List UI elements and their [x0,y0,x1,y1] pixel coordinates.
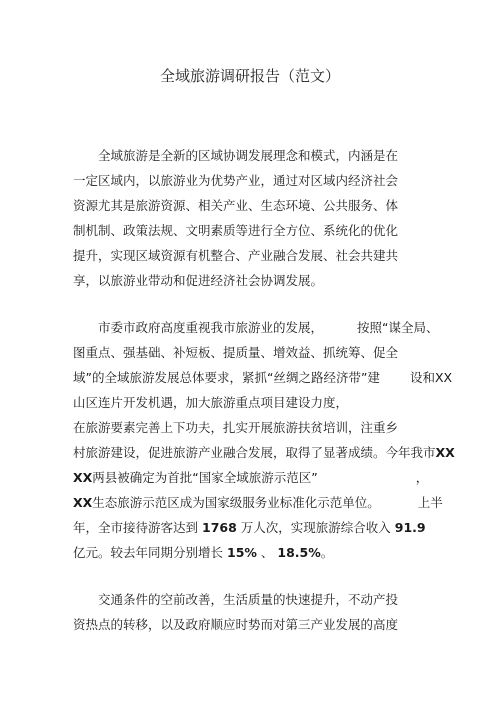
paragraph2-line-3-text-b: 设和XX [409,370,453,385]
paragraph2-line-10-text-d: 18.5% [277,545,321,560]
paragraph2-line-7-text-b: 两县被确定为首批“国家全域旅游示范区” [92,470,318,485]
paragraph1-line-3: 资源尤其是旅游资源、相关产业、生态环境、公共服务、体 [73,198,399,213]
paragraph1-line-6: 享，以旅游业带动和促进经济社会协调发展。 [73,273,324,288]
paragraph2-line-9-text-c: 万人次，实现旅游综合收入 [240,520,391,535]
paragraph2-line-7-text-a: XX [73,470,93,485]
paragraph2-line-6-text-a: 村旅游建设，促进旅游产业融合发展，取得了显著成绩。今 [73,445,399,460]
paragraph2-line-9-text-d: 91.9 [394,520,426,535]
paragraph1-line-5: 提升，实现区域资源有机整合、产业融合发展、社会共建共 [73,248,399,263]
paragraph2-line-8-text-b: 生态旅游示范区成为国家级服务业标准化示范单位。 [92,495,380,510]
paragraph2-line-8-text-a: XX [73,495,93,510]
paragraph2-line-9-text-a: 年，全市接待游客达到 [73,520,199,535]
paragraph2-line-1 [98,318,439,338]
paragraph2-line-5: 在旅游要素完善上下功夫，扎实开展旅游扶贫培训，注重乡 [73,420,399,435]
paragraph2-line-3-text-a: 域”的全域旅游发展总体要求，紧抓“丝绸之路经济带”建 [73,370,380,385]
paragraph2-line-10 [73,543,333,563]
paragraph2-line-2: 图重点、强基础、补短板、提质量、增效益、抓统筹、促全 [73,345,399,360]
paragraph2-line-8-text-c: 上半 [417,495,443,510]
paragraph1-line-1: 全域旅游是全新的区域协调发展理念和模式，内涵是在 [98,148,399,163]
paragraph3-line-2: 资热点的转移，以及政府顺应时势而对第三产业发展的高度 [73,617,399,632]
paragraph2-line-7-text-c: ， [415,470,429,485]
paragraph2-line-6-text-b: 年我市 [398,445,436,460]
paragraph1-line-2: 一定区域内，以旅游业为优势产业，通过对区域内经济社会 [73,173,399,188]
paragraph2-line-10-text-b: 15% [227,545,257,560]
paragraph2-line-1-text-b: 按照“谋全局、 [357,320,439,335]
paragraph2-line-10-text-a: 亿元。较去年同期分别增长 [73,545,224,560]
document-title: 全域旅游调研报告（范文） [159,67,340,85]
paragraph2-line-9-text-b: 1768 [202,520,237,535]
paragraph2-line-10-text-c: 、 [260,545,274,560]
paragraph2-line-9 [73,518,426,538]
paragraph2-line-7 [73,468,428,488]
paragraph2-line-8 [73,493,443,513]
paragraph2-line-1-text-a: 市委市政府高度重视我市旅游业的发展， [98,320,324,335]
paragraph3-line-1: 交通条件的空前改善，生活质量的快速提升，不动产投 [98,592,399,607]
paragraph2-line-4: 山区连片开发机遇，加大旅游重点项目建设力度， [73,395,349,410]
paragraph1-line-4: 制机制、政策法规、文明素质等进行全方位、系统化的优化 [73,223,399,238]
paragraph2-line-3 [73,368,452,388]
paragraph2-line-6 [73,443,455,463]
paragraph2-line-6-text-c: XX [435,445,455,460]
paragraph2-line-10-text-e: 。 [320,545,334,560]
